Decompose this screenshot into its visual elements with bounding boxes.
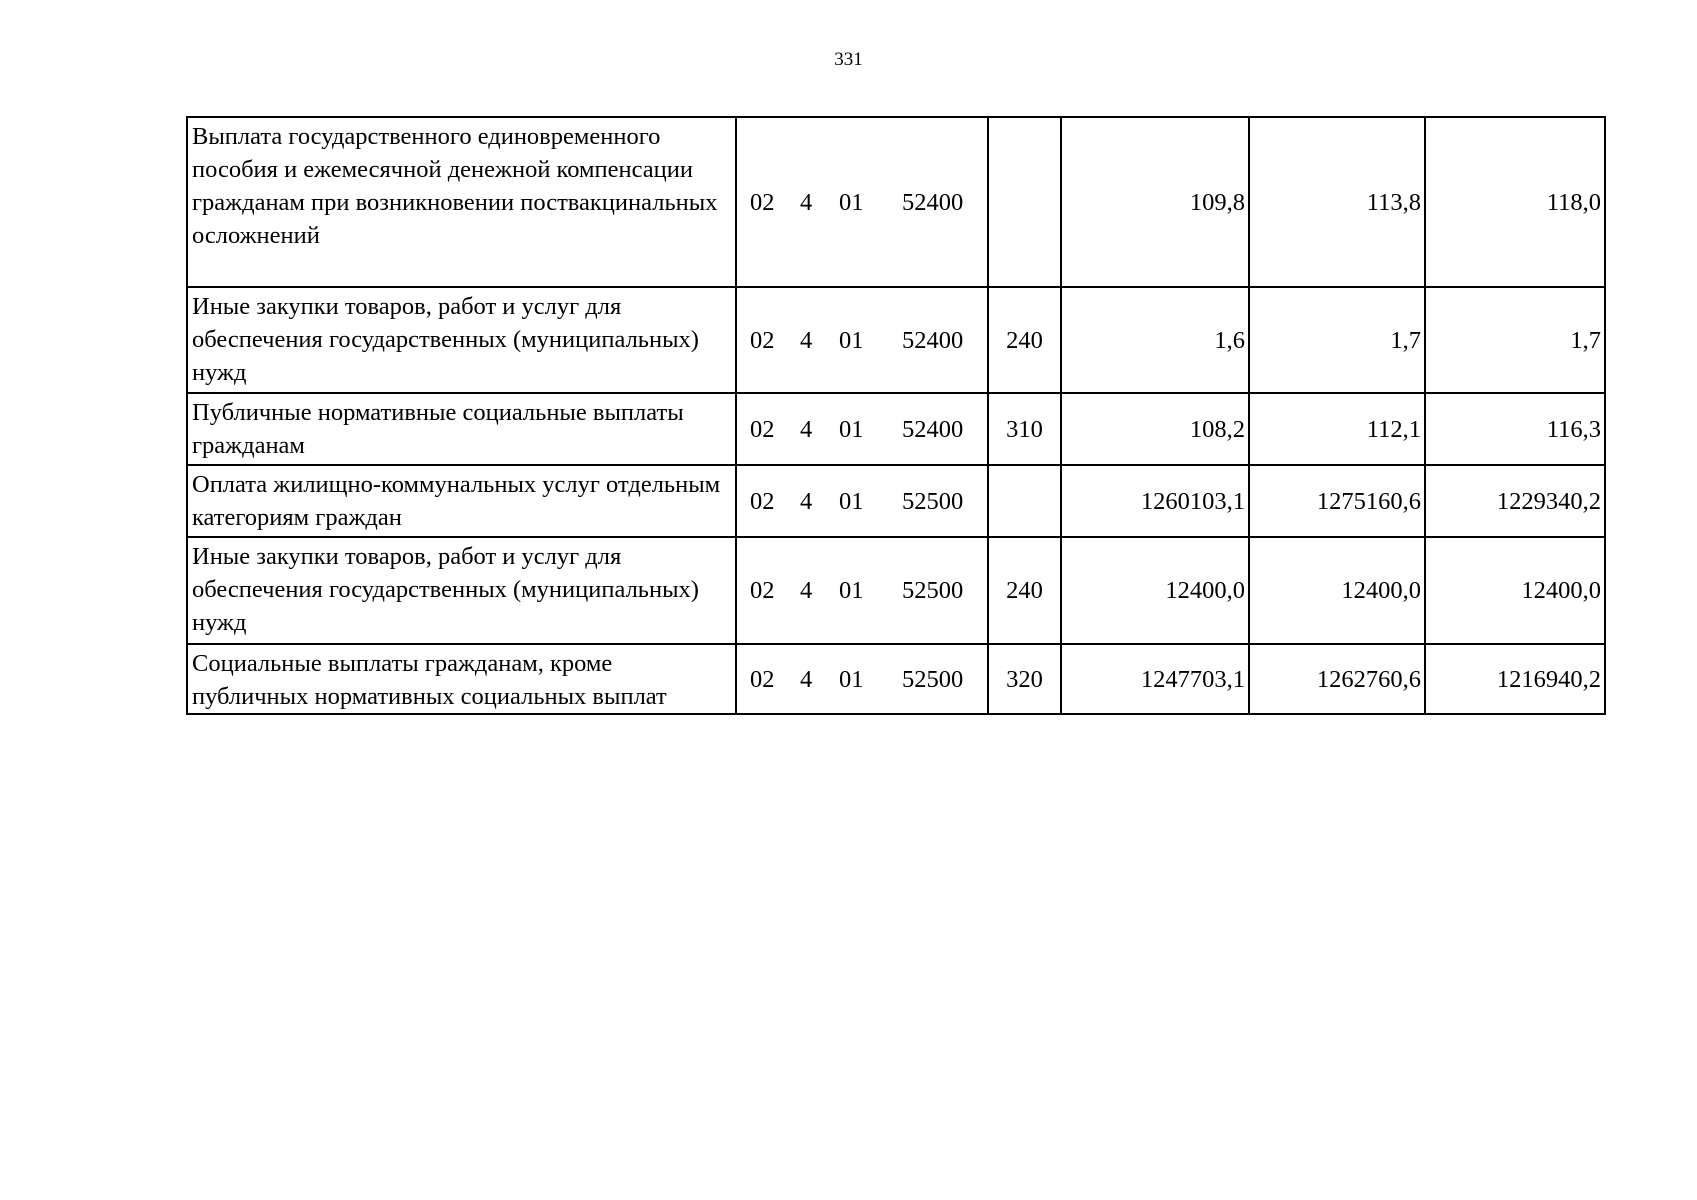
code-direction: 52400 (902, 415, 964, 443)
value-year-1: 12400,0 (1061, 537, 1249, 644)
code-program: 02 (750, 415, 775, 443)
code-program: 02 (750, 326, 775, 354)
code-main-activity: 01 (839, 487, 864, 515)
row-name: Социальные выплаты гражданам, кроме публичных нормативных социальных выплат (187, 644, 736, 714)
target-code-cell (736, 117, 988, 287)
row-name: Выплата государственного единовременного пособия и ежемесячной денежной компенсации гражданам при возникновении поствакцинальных осложнений (187, 117, 736, 287)
table-row (187, 465, 1605, 537)
code-main-activity: 01 (839, 415, 864, 443)
table-row (187, 644, 1605, 714)
code-direction: 52500 (902, 577, 964, 604)
value-year-3: 1229340,2 (1425, 465, 1605, 537)
value-year-1: 108,2 (1061, 393, 1249, 465)
code-direction: 52400 (902, 188, 964, 216)
row-name: Иные закупки товаров, работ и услуг для обеспечения государственных (муниципальных) нужд (187, 537, 736, 644)
value-year-3: 118,0 (1425, 117, 1605, 287)
expense-type-cell: 240 (988, 537, 1061, 644)
value-year-3: 12400,0 (1425, 537, 1605, 644)
code-main-activity: 01 (839, 665, 864, 693)
value-year-3: 116,3 (1425, 393, 1605, 465)
target-code-cell (736, 393, 988, 465)
code-main-activity: 01 (839, 577, 864, 604)
value-year-1: 1247703,1 (1061, 644, 1249, 714)
code-direction: 52400 (902, 326, 964, 354)
code-subprogram: 4 (800, 326, 813, 354)
value-year-2: 1,7 (1249, 287, 1425, 393)
code-subprogram: 4 (800, 415, 813, 443)
code-main-activity: 01 (839, 188, 864, 216)
value-year-2: 1275160,6 (1249, 465, 1425, 537)
row-name: Иные закупки товаров, работ и услуг для обеспечения государственных (муниципальных) нужд (187, 287, 736, 393)
code-subprogram: 4 (800, 665, 813, 693)
value-year-1: 1,6 (1061, 287, 1249, 393)
target-code-cell (736, 537, 988, 644)
value-year-3: 1216940,2 (1425, 644, 1605, 714)
target-code-cell (736, 465, 988, 537)
budget-table (186, 116, 1606, 715)
value-year-1: 1260103,1 (1061, 465, 1249, 537)
code-program: 02 (750, 487, 775, 515)
code-direction: 52500 (902, 665, 964, 693)
target-code-cell (736, 644, 988, 714)
code-subprogram: 4 (800, 188, 813, 216)
value-year-3: 1,7 (1425, 287, 1605, 393)
code-main-activity: 01 (839, 326, 864, 354)
row-name: Публичные нормативные социальные выплаты гражданам (187, 393, 736, 465)
code-direction: 52500 (902, 487, 964, 515)
expense-type-cell: 320 (988, 644, 1061, 714)
expense-type-cell: 310 (988, 393, 1061, 465)
code-program: 02 (750, 577, 775, 604)
table-row (187, 287, 1605, 393)
expense-type-cell (988, 465, 1061, 537)
code-program: 02 (750, 188, 775, 216)
table-row (187, 537, 1605, 644)
value-year-2: 1262760,6 (1249, 644, 1425, 714)
code-program: 02 (750, 665, 775, 693)
expense-type-cell (988, 117, 1061, 287)
value-year-1: 109,8 (1061, 117, 1249, 287)
value-year-2: 112,1 (1249, 393, 1425, 465)
code-subprogram: 4 (800, 577, 813, 604)
value-year-2: 113,8 (1249, 117, 1425, 287)
row-name: Оплата жилищно-коммунальных услуг отдельным категориям граждан (187, 465, 736, 537)
table-row (187, 393, 1605, 465)
code-subprogram: 4 (800, 487, 813, 515)
table-row (187, 117, 1605, 287)
value-year-2: 12400,0 (1249, 537, 1425, 644)
page-number: 331 (834, 49, 863, 70)
expense-type-cell: 240 (988, 287, 1061, 393)
target-code-cell (736, 287, 988, 393)
